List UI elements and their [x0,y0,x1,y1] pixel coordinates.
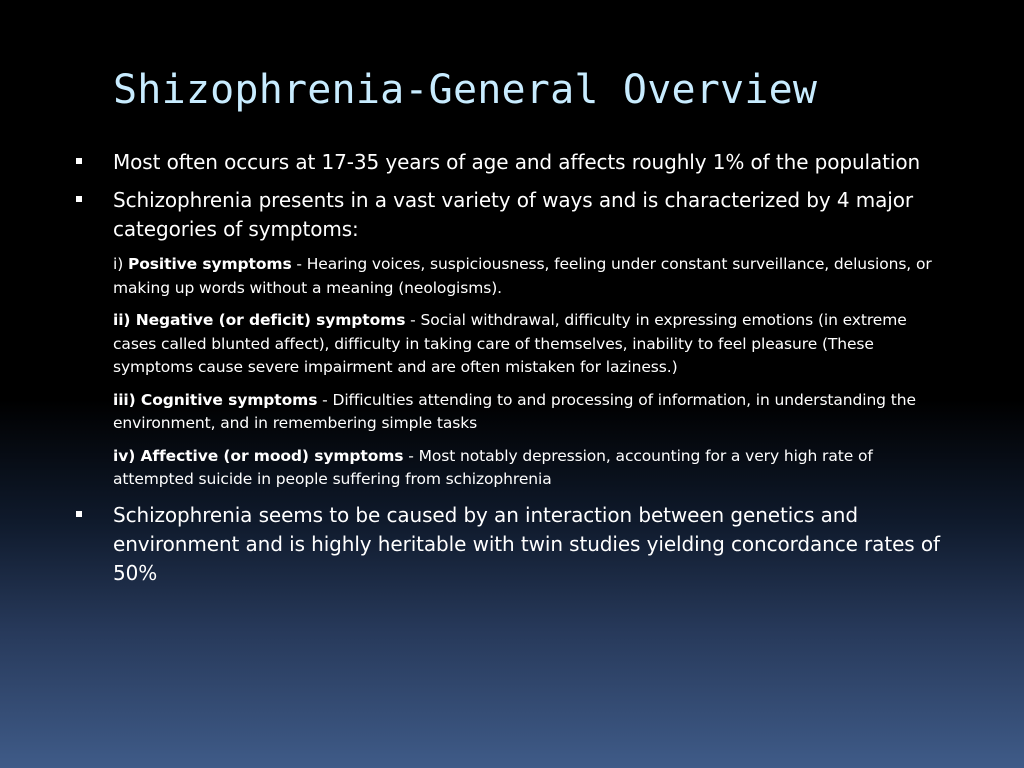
symptom-description: - Most notably depression, accounting for a very high rate of attempted suicide in people suffering from schizophrenia [113,446,873,488]
symptom-item-affective [0,445,1024,492]
square-bullet-icon [76,511,82,517]
bullet-onset-prevalence [0,148,1024,177]
symptom-prefix: i) [113,255,128,273]
symptom-heading: iii) Cognitive symptoms [113,390,318,409]
symptom-item-cognitive [0,389,1024,436]
slide-title: Shizophrenia-General Overview [113,67,818,113]
symptom-description: - Hearing voices, suspiciousness, feeling under constant surveillance, delusions, or making up words without a meaning (neologisms). [113,255,932,297]
bullet-text: Most often occurs at 17-35 years of age and affects roughly 1% of the population [113,150,921,174]
bullet-causes-heritability [0,501,1024,588]
symptom-heading: Positive symptoms [127,255,292,273]
symptom-list [0,253,1024,492]
symptom-item-positive [0,253,1024,300]
slide-content [0,148,1024,588]
symptom-description: - Difficulties attending to and processing of information, in understanding the environment, and in remembering simple tasks [113,390,916,432]
symptom-description: - Social withdrawal, difficulty in expressing emotions (in extreme cases called blunted affect), difficulty in taking care of themselves, inability to feel pleasure (These symptoms cause severe impairment and are often mistaken for laziness.) [113,311,907,376]
bullet-symptom-categories [0,186,1024,244]
square-bullet-icon [76,196,82,202]
square-bullet-icon [76,158,82,164]
bullet-text: Schizophrenia seems to be caused by an interaction between genetics and environment and is highly heritable with twin studies yielding concordance rates of 50% [113,502,940,585]
symptom-item-negative [0,309,1024,380]
symptom-heading: ii) Negative (or deficit) symptoms [113,311,406,329]
symptom-heading: iv) Affective (or mood) symptoms [113,446,404,465]
bullet-text: Schizophrenia presents in a vast variety of ways and is characterized by 4 major categories of symptoms: [113,188,913,241]
